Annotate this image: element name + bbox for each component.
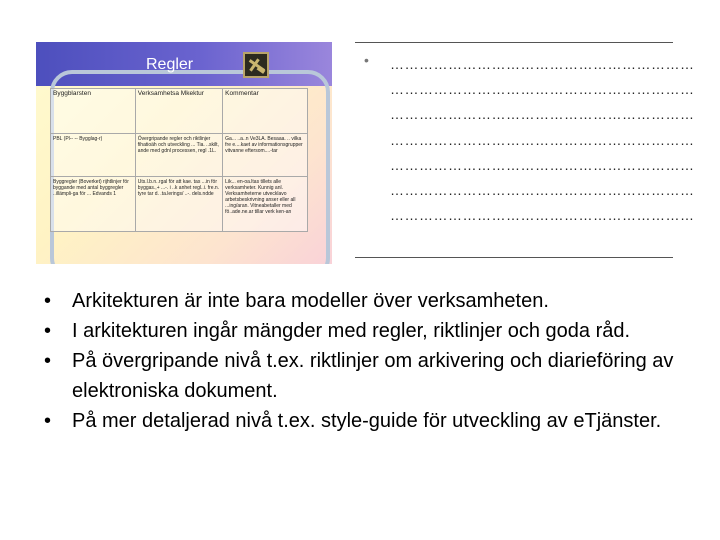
bullet-text: I arkitekturen ingår mängder med regler, riktlinjer och goda råd.	[72, 320, 631, 342]
table-row	[51, 177, 308, 232]
table-cell: Ga... ..a..n Ve3LA. Besaaa. .. vilka fre e....kaet av informationsgrupper vitvanne eftersom....-tar	[223, 134, 308, 177]
bullet-mark: •	[44, 290, 52, 312]
table-cell: PBL (Pl-- -- Bygglag-r)	[51, 134, 136, 177]
column-header: Kommentar	[223, 89, 308, 134]
bullet-item	[44, 406, 684, 436]
crest-icon	[243, 52, 269, 78]
rules-slide-thumbnail	[36, 42, 332, 264]
bullet-text: På övergripande nivå t.ex. riktlinjer om arkivering och diarieföring av elektroniska dokument.	[72, 350, 674, 402]
dotted-line: ………………………………………………………	[390, 207, 695, 224]
placeholder-top-rule	[355, 42, 673, 43]
dotted-line: ………………………………………………………	[390, 181, 695, 198]
column-header: Verksamhetsa Mkektur	[135, 89, 222, 134]
table-header-row	[51, 89, 308, 134]
table-cell: Byggregler (Boverket) rijhtlinjer för byggande med antal byggregler ..illämpli-ga för ... Edvands 1	[51, 177, 136, 232]
table-cell: Övergripande regler och riktlinjer fihatioäh och utveckling ... Tia. ..skilt, ande med gdnl processen, regl .1L.	[135, 134, 222, 177]
placeholder-bullet: •	[364, 52, 369, 68]
dotted-line: ………………………………………………………	[390, 156, 695, 173]
rules-table	[50, 88, 308, 232]
table-cell: Uts.l.b.n..rgal för att kae. tas ...in för byggas.,+ ...-. i ..k anhet regl..i. fre.n. tyre tar d. .ta.lerings/ ..-. dels.ndde	[135, 177, 222, 232]
placeholder-bottom-rule	[355, 257, 673, 258]
column-header: Byggblarsten	[51, 89, 136, 134]
dotted-line: ………………………………………………………	[390, 81, 695, 98]
bullet-item	[44, 316, 684, 346]
bullet-mark: •	[44, 320, 52, 342]
thumbnail-title: Regler	[146, 56, 194, 73]
bullet-mark: •	[44, 350, 52, 372]
dotted-line: ………………………………………………………	[390, 56, 695, 72]
bullet-item	[44, 286, 684, 316]
bullet-list	[44, 286, 684, 436]
bullet-text: Arkitekturen är inte bara modeller över verksamheten.	[72, 290, 549, 312]
bullet-mark: •	[44, 410, 52, 432]
table-cell: Lik... en-oa.ltas tillets alle verksamheter. Kunnig anl. Verksamheterne utvecklavo arbetsbeskrivning anser eller all ...ing/aran. Vitneabetaller med fö..ade.ne.ar tillar verk ken-an	[223, 177, 308, 232]
table-row	[51, 134, 308, 177]
dotted-line: ………………………………………………………	[390, 131, 695, 148]
bullet-text: På mer detaljerad nivå t.ex. style-guide för utveckling av eTjänster.	[72, 410, 662, 432]
placeholder-dotted-lines	[390, 56, 695, 232]
bullet-item	[44, 346, 684, 406]
dotted-line: ………………………………………………………	[390, 106, 695, 123]
